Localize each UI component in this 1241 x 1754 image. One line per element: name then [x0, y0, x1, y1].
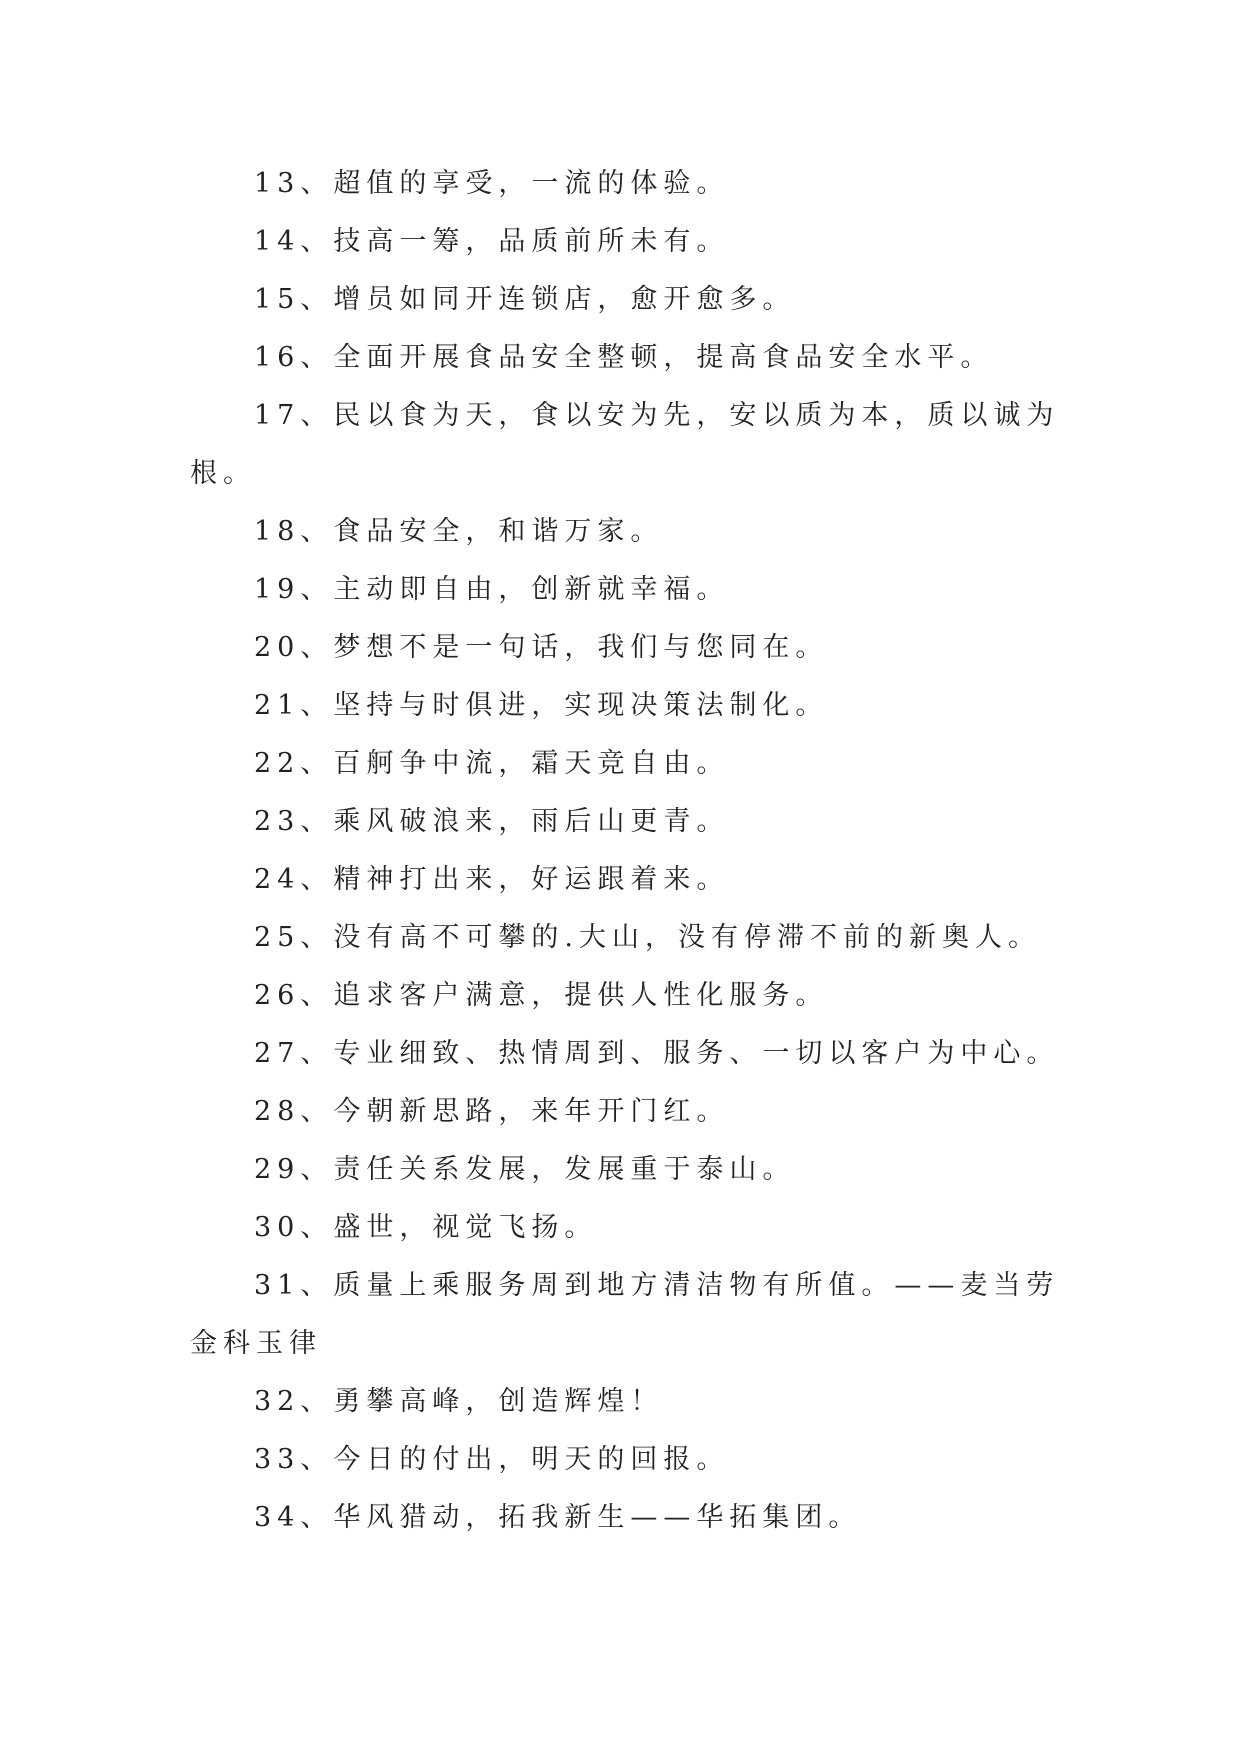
paragraph-31: 31、质量上乘服务周到地方清洁物有所值。——麦当劳金科玉律 [190, 1270, 1060, 1359]
paragraph-23: 23、乘风破浪来，雨后山更青。 [254, 806, 730, 837]
paragraph-17: 17、民以食为天，食以安为先，安以质为本，质以诚为根。 [190, 400, 1060, 489]
paragraph-18: 18、食品安全，和谐万家。 [254, 516, 664, 547]
paragraph-33: 33、今日的付出，明天的回报。 [254, 1444, 730, 1475]
paragraph-24: 24、精神打出来，好运跟着来。 [254, 864, 730, 895]
paragraph-19: 19、主动即自由，创新就幸福。 [254, 574, 730, 605]
paragraph-21: 21、坚持与时俱进，实现决策法制化。 [254, 690, 829, 721]
paragraph-28: 28、今朝新思路，来年开门红。 [254, 1096, 730, 1127]
paragraph-29: 29、责任关系发展，发展重于泰山。 [254, 1154, 796, 1185]
paragraph-32: 32、勇攀高峰，创造辉煌！ [254, 1386, 664, 1417]
paragraph-22: 22、百舸争中流，霜天竞自由。 [254, 748, 730, 779]
paragraph-13: 13、超值的享受，一流的体验。 [254, 168, 730, 199]
paragraph-14: 14、技高一筹，品质前所未有。 [254, 226, 730, 257]
paragraph-27: 27、专业细致、热情周到、服务、一切以客户为中心。 [254, 1038, 1060, 1069]
paragraph-20: 20、梦想不是一句话，我们与您同在。 [254, 632, 829, 663]
paragraph-34: 34、华风猎动，拓我新生——华拓集团。 [254, 1502, 862, 1533]
paragraph-26: 26、追求客户满意，提供人性化服务。 [254, 980, 829, 1011]
paragraph-25: 25、没有高不可攀的.大山，没有停滞不前的新奥人。 [254, 922, 1041, 953]
paragraph-16: 16、全面开展食品安全整顿，提高食品安全水平。 [254, 342, 994, 373]
document-body [190, 155, 1070, 1547]
paragraph-30: 30、盛世，视觉飞扬。 [254, 1212, 598, 1243]
paragraph-15: 15、增员如同开连锁店，愈开愈多。 [254, 284, 796, 315]
